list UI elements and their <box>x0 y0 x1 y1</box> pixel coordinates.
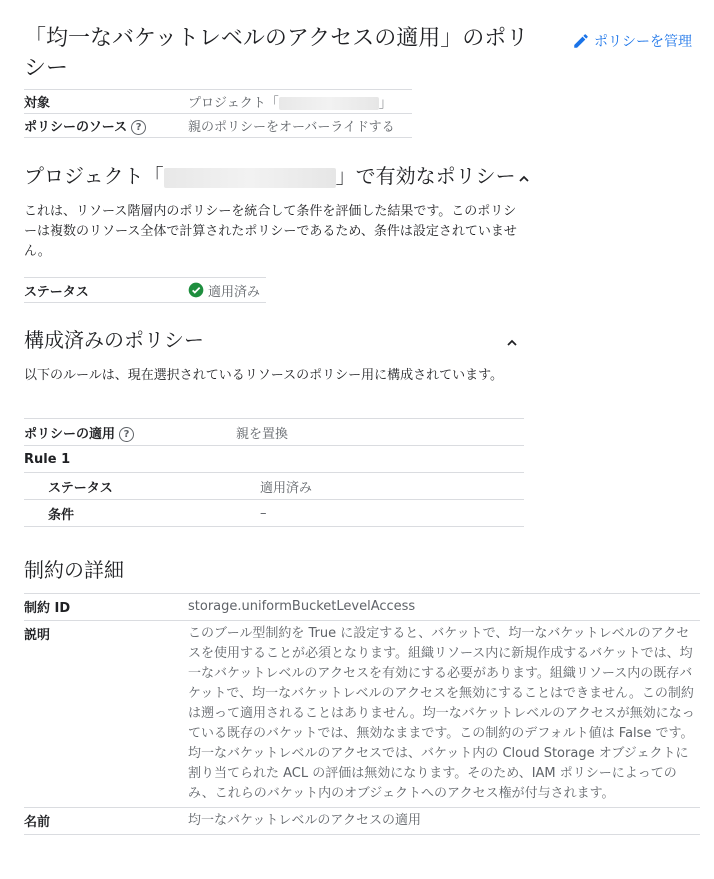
rule-condition-row <box>24 499 524 527</box>
rule-condition-value: – <box>260 505 267 521</box>
effective-heading-suffix: 」で有効なポリシー <box>335 164 516 188</box>
configured-description: 以下のルールは、現在選択されているリソースのポリシー用に構成されています。 <box>24 368 504 383</box>
configured-rules-table <box>24 418 524 527</box>
constraint-name-value: 均一なバケットレベルのアクセスの適用 <box>188 813 421 828</box>
manage-policy-button[interactable] <box>572 31 692 51</box>
summary-table <box>24 89 412 138</box>
enforcement-value: 親を置換 <box>236 426 289 442</box>
constraint-id-row <box>24 593 700 620</box>
enforcement-label: ポリシーの適用 <box>24 426 116 442</box>
constraint-description-row <box>24 620 700 807</box>
effective-status-row <box>24 277 266 303</box>
check-circle-icon <box>188 282 204 298</box>
chevron-up-icon[interactable] <box>516 171 532 187</box>
source-value: 親のポリシーをオーバーライドする <box>188 114 412 138</box>
help-icon[interactable]: ? <box>119 427 134 442</box>
source-row <box>24 114 412 138</box>
constraint-id-label: 制約 ID <box>24 601 71 616</box>
constraint-description-label: 説明 <box>24 628 51 643</box>
rule-condition-label: 条件 <box>48 507 75 523</box>
constraint-description-value: このブール型制約を True に設定すると、バケットで、均一なバケットレベルのアクセスを使用することが必須となります。組織リソース内に新規作成するバケットでは、均一なバケットレベルのアクセスを有効にする必要があります。組織リソース内の既存バケットで、均一なバケットレベルのアクセスを無効にすることはできません。この制約は遡って適用されることはありません。均一なバケットレベルのアクセスが無効になっている既存のバケットでは、無効なままです。この制約のデフォルト値は False です。均一なバケットレベルのアクセスでは、バケット内の Cloud Storage オブジェクトに割り当てられた ACL の評価は無効になります。そのため、IAM ポリシーによってのみ、これらのバケット内のオブジェクトへのアクセス権が付与されます。 <box>188 626 695 801</box>
enforcement-row <box>24 418 524 445</box>
rule-label: Rule 1 <box>24 451 71 467</box>
constraint-id-value: storage.uniformBucketLevelAccess <box>188 599 416 614</box>
chevron-up-icon[interactable] <box>504 335 520 351</box>
effective-heading-prefix: プロジェクト「 <box>24 164 164 188</box>
redacted-project-name <box>164 168 336 188</box>
constraint-name-label: 名前 <box>24 815 51 830</box>
source-label: ポリシーのソース <box>24 120 128 135</box>
rule-header-row <box>24 445 524 472</box>
rule-status-value: 適用済み <box>260 480 313 496</box>
target-row <box>24 90 412 114</box>
effective-status-label: ステータス <box>24 284 89 300</box>
source-label-cell <box>24 114 188 138</box>
constraint-details-table <box>24 593 700 835</box>
target-value <box>188 90 412 114</box>
manage-policy-label: ポリシーを管理 <box>594 34 692 50</box>
rule-status-row <box>24 472 524 499</box>
configured-policy-heading: 構成済みのポリシー <box>24 328 204 352</box>
help-icon[interactable]: ? <box>131 120 146 135</box>
rule-status-label: ステータス <box>48 480 113 496</box>
effective-description: これは、リソース階層内のポリシーを統合して条件を評価した結果です。このポリシーは複数のリソース全体で計算されたポリシーであるため、条件は設定されていません。 <box>24 204 517 259</box>
target-label: 対象 <box>24 90 188 114</box>
effective-status-text: 適用済み <box>208 284 261 300</box>
edit-pencil-icon <box>572 32 590 50</box>
constraint-details-heading: 制約の詳細 <box>24 558 124 582</box>
effective-policy-heading <box>24 163 516 189</box>
target-value-suffix: 」 <box>378 96 392 111</box>
page-title: 「均一なバケットレベルのアクセスの適用」のポリシー <box>24 26 529 81</box>
constraint-name-row <box>24 807 700 835</box>
redacted-project-name <box>279 97 379 110</box>
enforcement-label-cell <box>24 423 236 442</box>
target-value-prefix: プロジェクト「 <box>188 96 279 111</box>
effective-status-table <box>24 277 266 303</box>
effective-status-value <box>188 281 260 300</box>
